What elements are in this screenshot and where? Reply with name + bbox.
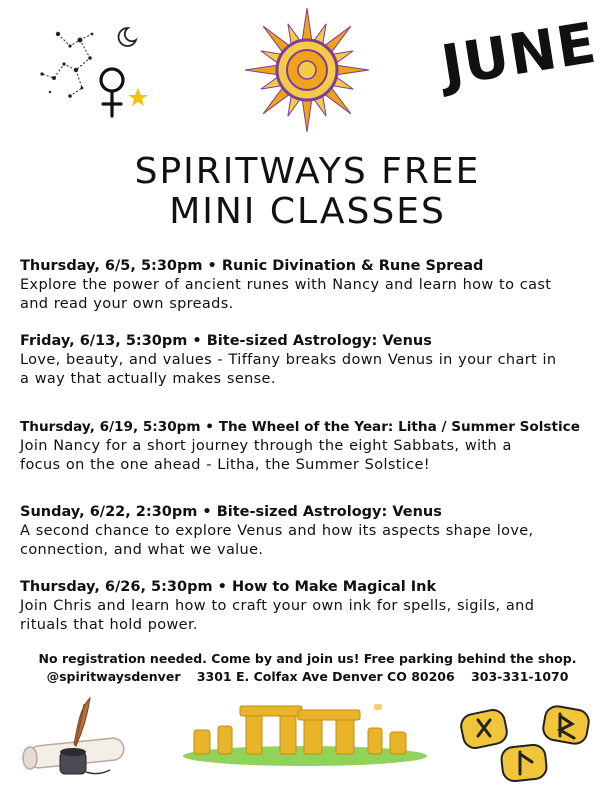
constellation-icon (20, 18, 150, 128)
page-title (0, 152, 615, 232)
sun-ray (245, 65, 277, 75)
rune-stones-icon (452, 702, 602, 792)
class-heading: Thursday, 6/19, 5:30pm • The Wheel of the Year: Litha / Summer Solstice (20, 419, 580, 435)
venus-symbol-icon (101, 69, 123, 116)
class-entry (20, 256, 604, 314)
class-description-line: Love, beauty, and values - Tiffany breaks down Venus in your chart in (20, 352, 557, 368)
class-description-line: rituals that hold power. (20, 617, 198, 633)
social-handle: @spiritwaysdenver (46, 669, 181, 684)
footer-contact (0, 668, 615, 686)
class-description-line: A second chance to explore Venus and how its aspects shape love, (20, 523, 534, 539)
class-description-line: focus on the one ahead - Litha, the Summer Solstice! (20, 457, 430, 473)
class-description-line: and read your own spreads. (20, 296, 234, 312)
class-description-line: Explore the power of ancient runes with Nancy and learn how to cast (20, 277, 552, 293)
moon-icon (119, 28, 136, 46)
month-title: JUNE (437, 10, 601, 100)
class-entry (20, 577, 604, 635)
class-description-line: a way that actually makes sense. (20, 371, 276, 387)
title-line-1: SPIRITWAYS FREE (134, 151, 481, 192)
class-heading: Sunday, 6/22, 2:30pm • Bite-sized Astrology: Venus (20, 504, 442, 520)
sun-ray (302, 8, 312, 40)
sun-icon (243, 6, 371, 134)
title-line-2: MINI CLASSES (169, 191, 446, 232)
class-heading: Thursday, 6/5, 5:30pm • Runic Divination & Rune Spread (20, 258, 484, 274)
phone-number: 303-331-1070 (471, 669, 569, 684)
class-entry (20, 331, 604, 389)
star-icon (128, 88, 148, 106)
footer-notice: No registration needed. Come by and join us! Free parking behind the shop. (38, 651, 577, 666)
class-description-line: Join Nancy for a short journey through the eight Sabbats, with a (20, 438, 512, 454)
class-entry (20, 417, 604, 475)
class-description-line: Join Chris and learn how to craft your own ink for spells, sigils, and (20, 598, 535, 614)
class-heading: Thursday, 6/26, 5:30pm • How to Make Magical Ink (20, 579, 437, 595)
class-heading: Friday, 6/13, 5:30pm • Bite-sized Astrology: Venus (20, 333, 432, 349)
quill-scroll-icon (14, 694, 134, 784)
shop-address: 3301 E. Colfax Ave Denver CO 80206 (196, 669, 455, 684)
class-entry (20, 502, 604, 560)
sun-ray (337, 65, 369, 75)
stonehenge-icon (180, 700, 430, 770)
class-description-line: connection, and what we value. (20, 542, 264, 558)
sun-ray (302, 100, 312, 132)
